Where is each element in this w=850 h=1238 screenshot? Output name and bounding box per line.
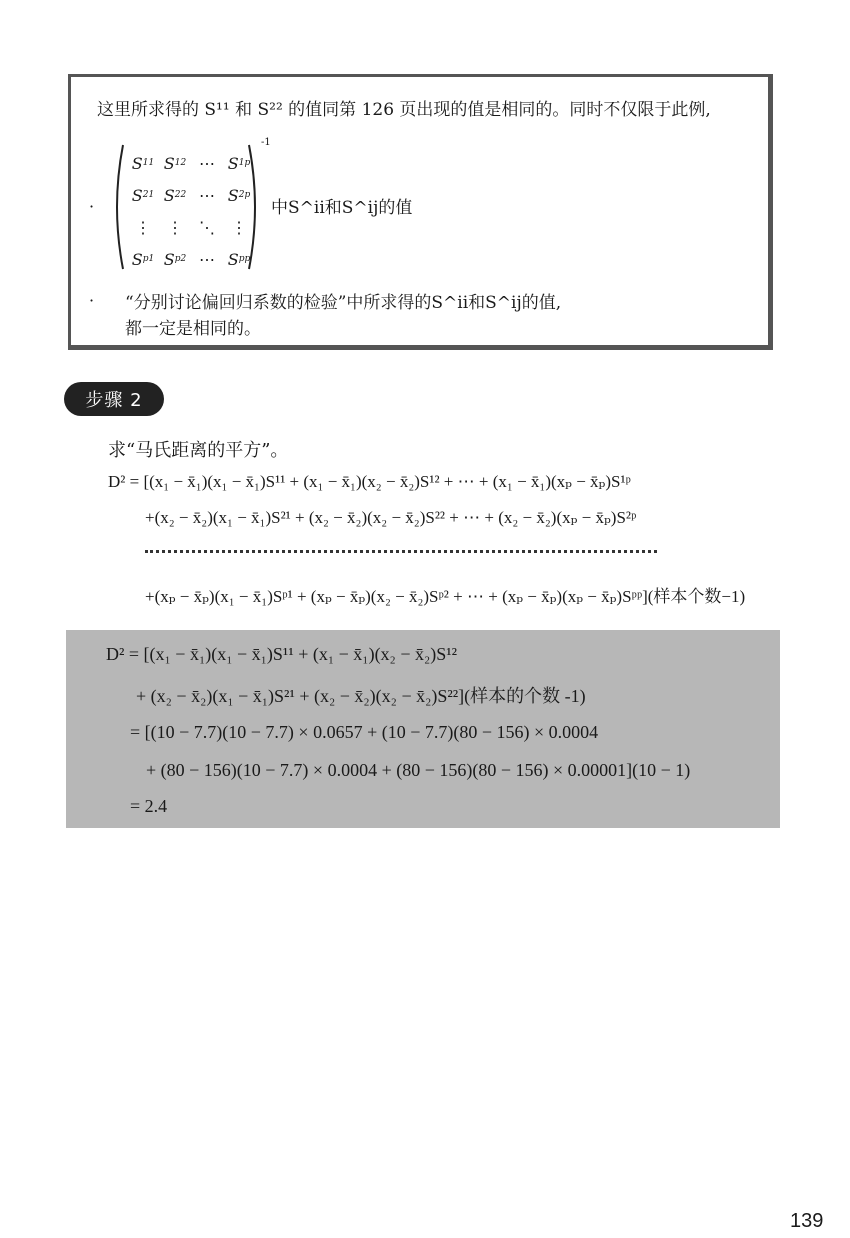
matrix-cell: S 22 xyxy=(163,185,187,205)
matrix-cell: S 11 xyxy=(131,153,155,173)
page-number: 139 xyxy=(790,1210,824,1232)
step-intro: 求“马氏距离的平方”。 xyxy=(108,440,289,461)
matrix-grid xyxy=(127,147,255,275)
bullet-1: · xyxy=(89,197,95,216)
bullet-2: · xyxy=(89,291,95,310)
inverse-exponent: -1 xyxy=(261,137,271,148)
calc-line-1: D² = [(x₁ − x̄₁)(x₁ − x̄₁)S¹¹ + (x₁ − x̄₁)(x₂ − x̄₂)S¹² xyxy=(106,644,458,664)
matrix-cell: S pp xyxy=(227,249,251,269)
calculation-box xyxy=(66,630,780,828)
matrix-cell: S 21 xyxy=(131,185,155,205)
matrix-cell: ⋯ xyxy=(199,249,215,269)
bullet-2-text xyxy=(125,290,561,342)
matrix-cell: ⋯ xyxy=(199,153,215,173)
matrix-cell: S 1p xyxy=(227,153,251,173)
matrix-cell: ⋱ xyxy=(199,217,215,237)
bullet-2-line-1: “分别讨论偏回归系数的检验”中所求得的S^ii和S^ij的值, xyxy=(125,293,562,313)
calc-line-3: = [(10 − 7.7)(10 − 7.7) × 0.0657 + (10 − 7.7)(80 − 156) × 0.0004 xyxy=(130,722,599,742)
formula-line-3: +(xₚ − x̄ₚ)(x₁ − x̄₁)Sᵖ¹ + (xₚ − x̄ₚ)(x₂ − x̄₂)Sᵖ² + ⋯ + (xₚ − x̄ₚ)(xₚ − x̄ₚ)Sᵖᵖ](样本个数−1) xyxy=(145,587,746,606)
matrix-cell: ⋮ xyxy=(231,217,247,237)
step-badge: 步骤 2 xyxy=(64,382,164,416)
inverse-matrix xyxy=(109,141,259,273)
note-line-1: 这里所求得的 S¹¹ 和 S²² 的值同第 126 页出现的值是相同的。同时不仅限于此例, xyxy=(97,100,711,120)
matrix-cell: S 12 xyxy=(163,153,187,173)
matrix-cell: ⋯ xyxy=(199,185,215,205)
bullet-2-line-2: 都一定是相同的。 xyxy=(125,319,261,339)
matrix-cell: S 2p xyxy=(227,185,251,205)
matrix-cell: ⋮ xyxy=(167,217,183,237)
calc-line-5: = 2.4 xyxy=(130,796,168,816)
formula-line-2: +(x₂ − x̄₂)(x₁ − x̄₁)S²¹ + (x₂ − x̄₂)(x₂ − x̄₂)S²² + ⋯ + (x₂ − x̄₂)(xₚ − x̄ₚ)S²ᵖ xyxy=(145,508,637,527)
matrix-cell: S p1 xyxy=(131,249,155,269)
matrix-cell: S p2 xyxy=(163,249,187,269)
calc-line-4: + (80 − 156)(10 − 7.7) × 0.0004 + (80 − 156)(80 − 156) × 0.00001](10 − 1) xyxy=(146,760,691,780)
note-box xyxy=(68,74,773,350)
matrix-cell: ⋮ xyxy=(135,217,151,237)
formula-line-1: D² = [(x₁ − x̄₁)(x₁ − x̄₁)S¹¹ + (x₁ − x̄₁)(x₂ − x̄₂)S¹² + ⋯ + (x₁ − x̄₁)(xₚ − x̄ₚ)S¹ᵖ xyxy=(108,472,631,491)
formula-ellipsis-row xyxy=(145,540,657,553)
calc-line-2: + (x₂ − x̄₂)(x₁ − x̄₁)S²¹ + (x₂ − x̄₂)(x₂ − x̄₂)S²²](样本的个数 -1) xyxy=(136,686,586,706)
matrix-trailing-text: 中S^ii和S^ij的值 xyxy=(271,198,413,218)
